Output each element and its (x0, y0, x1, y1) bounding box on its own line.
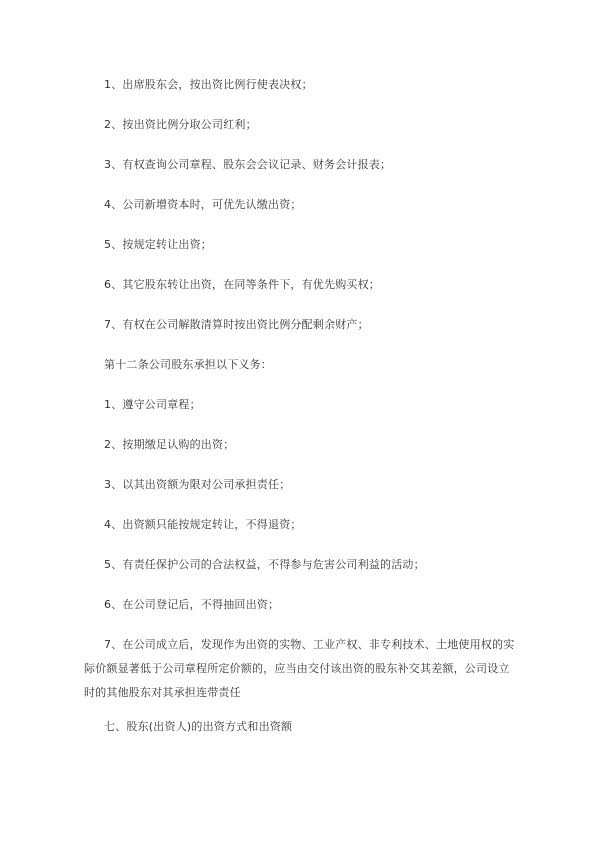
obligation-item-2: 2、按期缴足认购的出资； (104, 438, 235, 451)
rights-item-4: 4、公司新增资本时，可优先认缴出资； (104, 198, 302, 211)
obligation-item-4: 4、出资额只能按规定转让，不得退资； (104, 518, 302, 531)
obligation-item-7: 7、在公司成立后，发现作为出资的实物、工业产权、非专利技术、土地使用权的实际价额显著低于公司章程所定价额的，应当由交付该出资的股东补交其差额，公司设立时的其他股东对其承担连带责任 (84, 638, 515, 699)
obligation-item-6: 6、在公司登记后，不得抽回出资； (104, 598, 280, 611)
obligation-item-3: 3、以其出资额为限对公司承担责任； (104, 478, 291, 491)
rights-item-7: 7、有权在公司解散清算时按出资比例分配剩余财产； (104, 318, 369, 331)
obligation-item-5: 5、有责任保护公司的合法权益，不得参与危害公司利益的活动； (104, 558, 425, 571)
rights-item-5: 5、按规定转让出资； (104, 238, 212, 251)
section-7-heading: 七、股东(出资人)的出资方式和出资额 (104, 720, 293, 733)
rights-item-3: 3、有权查询公司章程、股东会会议记录、财务会计报表； (104, 158, 392, 171)
rights-item-1: 1、出席股东会，按出资比例行使表决权； (104, 78, 313, 91)
rights-item-2: 2、按出资比例分取公司红利； (104, 118, 257, 131)
article-12-heading: 第十二条公司股东承担以下义务： (104, 358, 272, 371)
obligation-item-1: 1、遵守公司章程； (104, 398, 201, 411)
rights-item-6: 6、其它股东转让出资，在同等条件下，有优先购买权； (104, 278, 380, 291)
